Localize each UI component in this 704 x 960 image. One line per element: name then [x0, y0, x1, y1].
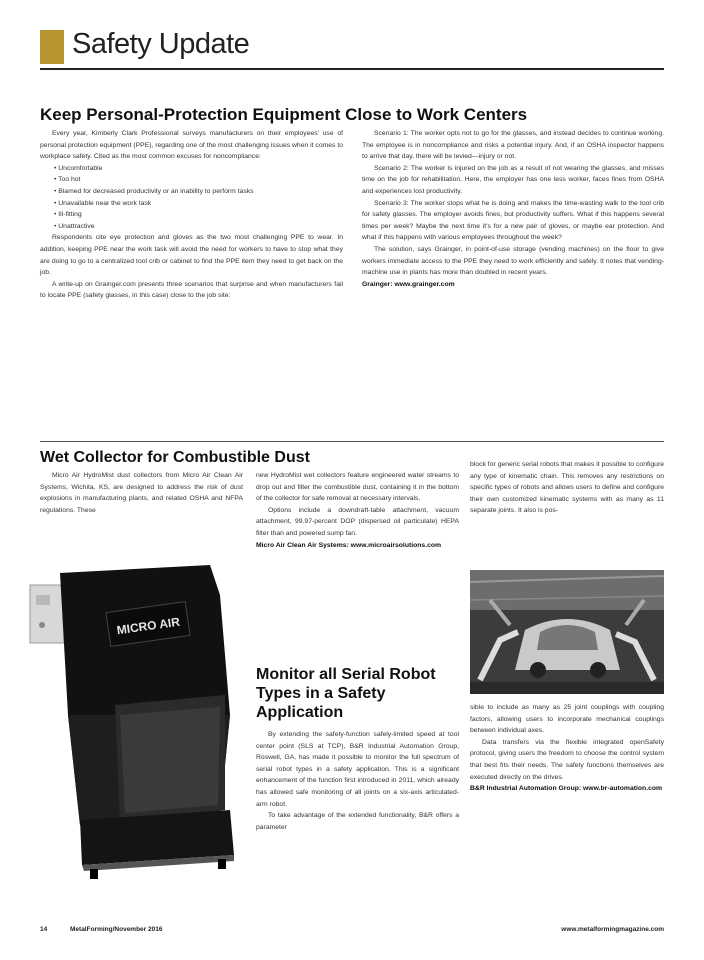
robot-paragraph: Data transfers via the flexible integrated openSafety protocol, giving users the freedom to choose the control system that best fits their needs. The safety functions themselves are executed directly on the drives.: [470, 738, 664, 781]
ppe-bullet: • Uncomfortable: [54, 164, 103, 172]
wet-paragraph: Options include a downdraft-table attachment, vacuum attachment, 99.97-percent DOP (dispersed oil particulate) HEPA filter than and powered sump fan.: [256, 506, 459, 537]
page-title: Safety Update: [72, 28, 250, 60]
robot-paragraph: block for generic serial robots that makes it possible to configure any type of kinematic chain. This removes any restrictions on specific types of robots and allows users to define and configure their own customized kinematic systems with as many as 11 separate joints. It also is pos-: [470, 461, 664, 515]
ppe-article-heading: Keep Personal-Protection Equipment Close to Work Centers: [40, 105, 528, 124]
wet-source-link[interactable]: Micro Air Clean Air Systems: www.microairsolutions.com: [256, 541, 442, 549]
publication-issue: MetalForming/November 2016: [70, 926, 163, 933]
wet-paragraph: Micro Air HydroMist dust collectors from Micro Air Clean Air Systems, Wichita, KS, are designed to address the risk of dust explosions in manufacturing plants, and related OSHA and NFPA regulations. These: [40, 472, 243, 514]
ppe-paragraph: A write-up on Grainger.com presents three scenarios that surprise and when manufacturers fail to locate PPE (safety glasses, in this case) close to the job site:: [40, 280, 343, 300]
ppe-bullet: • Unattractive: [54, 222, 95, 230]
ppe-paragraph: Scenario 3: The worker stops what he is doing and makes the time-wasting walk to the tool crib for safety glasses. The employer avoids fines, but productivity suffers. What if this happens several times per week? Maybe the next time it's for a new pair of gloves, or maybe ear protection. And what if this happens with various employees throughout the week?: [362, 199, 664, 242]
ppe-bullet: • Too hot: [54, 176, 81, 184]
robot-paragraph: To take advantage of the extended functionality, B&R offers a parameter: [256, 812, 459, 831]
ppe-article-left-column: [40, 128, 343, 302]
page-footer: [40, 926, 664, 940]
robot-article-heading: Monitor all Serial Robot Types in a Safety Application: [256, 666, 436, 721]
robot-source-link[interactable]: B&R Industrial Automation Group: www.br-automation.com: [470, 785, 663, 793]
ppe-paragraph: Every year, Kimberly Clark Professional surveys manufacturers on their employees' use of personal protection equipment (PPE), regarding one of the most challenging issues when it comes to workplace safety. Cited as the most common excuses for noncompliance:: [40, 130, 344, 161]
robot-article-column-3-top: [470, 459, 664, 517]
collector-logo: MICRO AIR: [115, 614, 181, 638]
wet-collector-column-1: [40, 470, 243, 516]
robot-paragraph: sible to include as many as 25 joint couplings with coupling factors, allowing users to incorporate mechanical couplings between individual axes.: [470, 704, 664, 735]
wet-collector-heading: Wet Collector for Combustible Dust: [40, 449, 310, 466]
footer-website-link[interactable]: www.metalformingmagazine.com: [561, 926, 664, 933]
section-marker: [40, 30, 64, 64]
robot-article-column-3-bottom: [470, 702, 664, 795]
robot-paragraph: By extending the safety-function safely-limited speed at tool center point (SLS at TCP), B&R Industrial Automation Group, Roswell, GA, has made it possible to monitor the full spectrum of serial robot types in a safety application. This is a significant enhancement of the function first introduced in 2011, which already has allowed safe monitoring of all joints on a six-axis articulated-arm robot.: [256, 731, 459, 808]
page-number: 14: [40, 926, 48, 933]
wet-paragraph: new HydroMist wet collectors feature engineered water streams to drop out and filter the combustible dust, containing it in the bottom of the collector for safe removal at necessary intervals.: [256, 472, 459, 503]
ppe-paragraph: The solution, says Grainger, in point-of-use storage (vending machines) on the floor to give workers immediate access to the PPE they need to work efficiently and safely. It notes that vending-machine use in plants has more than doubled in recent years.: [362, 245, 664, 277]
ppe-article-right-column: [362, 128, 664, 290]
section-divider: [40, 441, 664, 442]
ppe-bullet: • Ill-fitting: [54, 211, 82, 219]
header-divider: [40, 68, 664, 70]
ppe-bullet: • Blamed for decreased productivity or an inability to perform tasks: [54, 187, 254, 195]
ppe-bullet: • Unavailable near the work task: [54, 199, 152, 207]
dust-collector-image: [20, 565, 242, 915]
wet-collector-column-2: [256, 470, 459, 551]
ppe-paragraph: Scenario 2: The worker is injured on the job as a result of not wearing the glasses, and misses time on the job for rehabilitation. Here, the employer has one less worker, faces fines from OSHA and experiences lost productivity.: [362, 164, 664, 195]
robot-article-column-2: [256, 729, 459, 833]
ppe-source-link[interactable]: Grainger: www.grainger.com: [362, 280, 455, 288]
ppe-paragraph: Respondents cite eye protection and gloves as the two most challenging PPE to wear. In addition, keeping PPE near the work task will avoid the need for workers to have to stop what they are doing to go to a centralized tool crib or cabinet to find the PPE item they need to get back on the job.: [40, 234, 343, 277]
ppe-paragraph: Scenario 1: The worker opts not to go for the glasses, and instead decides to continue working. The employee is in noncompliance and risks a potential injury. And, if an OSHA inspector happens to arrive that day, there will be levied—injury or not.: [362, 130, 664, 161]
robot-factory-image: [470, 570, 664, 694]
